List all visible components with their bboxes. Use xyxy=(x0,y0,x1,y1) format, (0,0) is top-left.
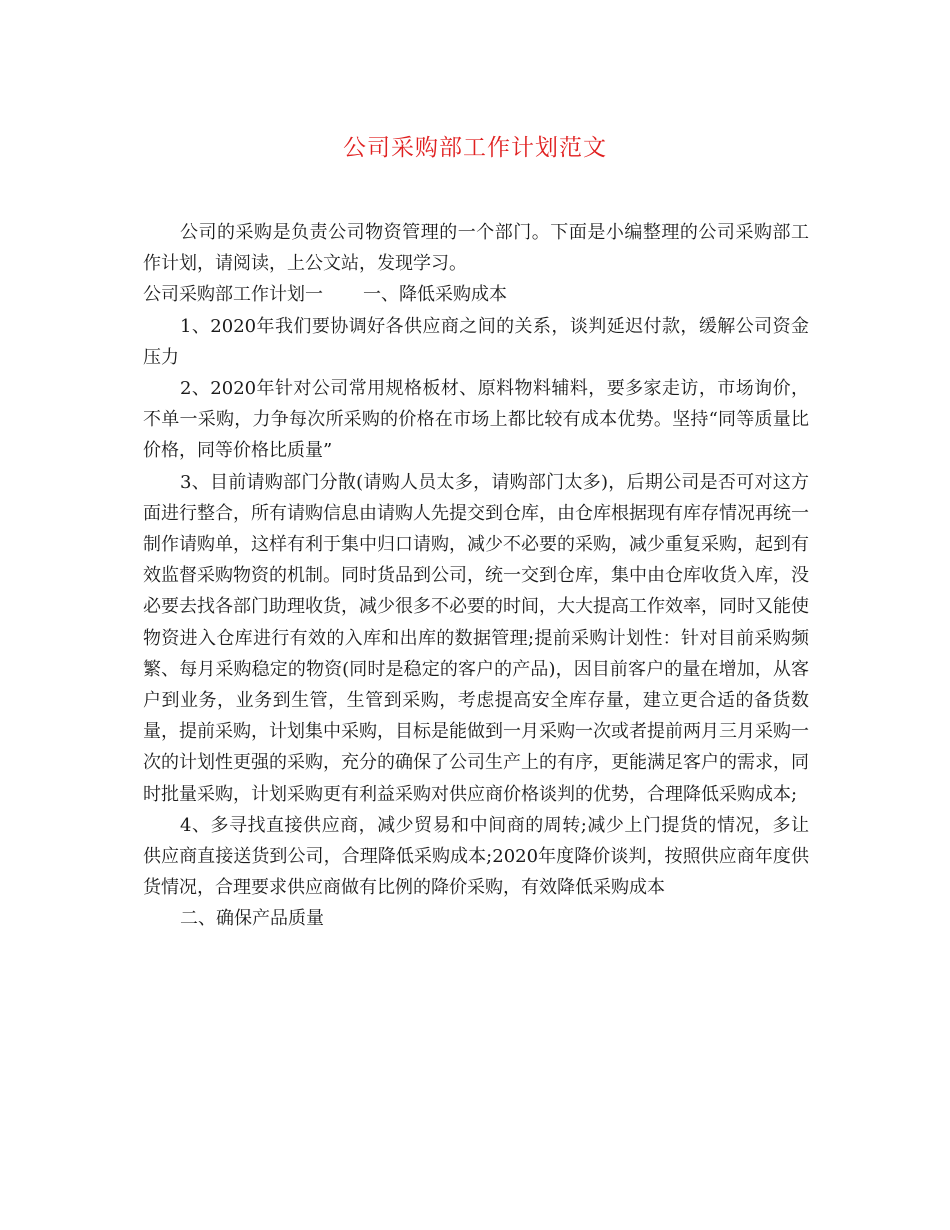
intro-paragraph: 公司的采购是负责公司物资管理的一个部门。下面是小编整理的公司采购部工作计划，请阅读，上公文站，发现学习。 xyxy=(143,222,809,275)
section-heading-1: 一、降低采购成本 xyxy=(363,284,507,306)
document-title: 公司采购部工作计划范文 xyxy=(343,135,607,161)
plan-heading-line xyxy=(143,279,809,310)
paragraph-item-4: 4、多寻找直接供应商，减少贸易和中间商的周转;减少上门提货的情况，多让供应商直接送货到公司，合理降低采购成本;2020年度降价谈判，按照供应商年度供货情况，合理要求供应商做有比例的降价采购，有效降低采购成本 xyxy=(143,814,809,899)
paragraph-item-2: 2、2020年针对公司常用规格板材、原料物料辅料，要多家走访，市场询价，不单一采购，力争每次所采购的价格在市场上都比较有成本优势。坚持“同等质量比价格，同等价格比质量” xyxy=(143,378,809,462)
paragraph-item-3: 3、目前请购部门分散(请购人员太多，请购部门太多)，后期公司是否可对这方面进行整合，所有请购信息由请购人先提交到仓库，由仓库根据现有库存情况再统一制作请购单，这样有利于集中归口请购，减少不必要的采购，减少重复采购，起到有效监督采购物资的机制。同时货品到公司，统一交到仓库，集中由仓库收货入库，没必要去找各部门助理收货，减少很多不必要的时间，大大提高工作效率，同时又能使物资进入仓库进行有效的入库和出库的数据管理;提前采购计划性：针对目前采购频繁、每月采购稳定的物资(同时是稳定的客户的产品)，因目前客户的量在增加，从客户到业务，业务到生管，生管到采购，考虑提高安全库存量，建立更合适的备货数量，提前采购，计划集中采购，目标是能做到一月采购一次或者提前两月三月采购一次的计划性更强的采购，充分的确保了公司生产上的有序，更能满足客户的需求，同时批量采购，计划采购更有利益采购对供应商价格谈判的优势，合理降低采购成本; xyxy=(143,471,809,805)
section-heading-2: 二、确保产品质量 xyxy=(180,908,324,930)
document-body xyxy=(143,217,809,935)
paragraph-item-1: 1、2020年我们要协调好各供应商之间的关系，谈判延迟付款，缓解公司资金压力 xyxy=(143,315,809,368)
plan-heading: 公司采购部工作计划一 xyxy=(143,284,323,306)
